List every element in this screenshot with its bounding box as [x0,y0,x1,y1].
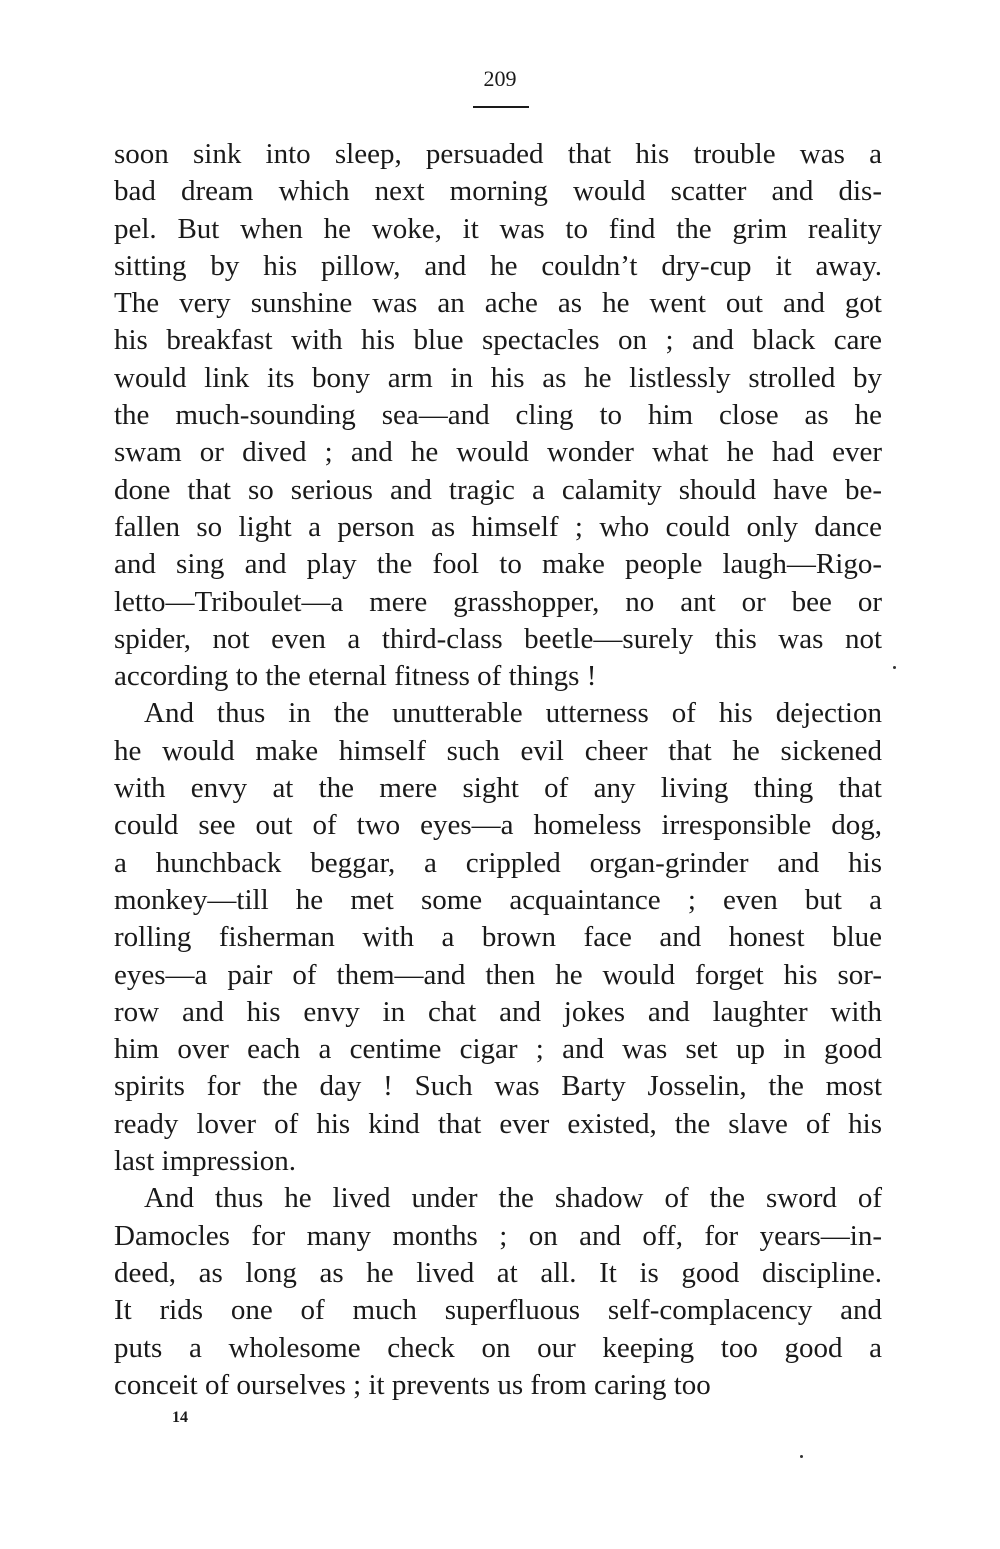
text-line: and sing and play the fool to make people laugh—Rigo- [114,548,882,581]
signature-mark: 14 [172,1409,188,1426]
text-line: he would make himself such evil cheer that he sickened [114,734,882,767]
paragraph [114,1180,882,1404]
text-line: ready lover of his kind that ever existed, the slave of his [114,1107,882,1140]
text-line: Damocles for many months ; on and off, for years—in- [114,1219,882,1252]
paragraph [114,695,882,1180]
paragraph [114,136,882,695]
text-line: soon sink into sleep, persuaded that his trouble was a [114,138,882,170]
text-line: could see out of two eyes—a homeless irresponsible dog, [114,809,882,842]
text-line: with envy at the mere sight of any living thing that [114,772,882,805]
page-speck [800,1455,803,1458]
text-line: It rids one of much superfluous self-complacency and [114,1294,882,1327]
text-line: row and his envy in chat and jokes and laughter with [114,995,882,1028]
text-line: the much-sounding sea—and cling to him close as he [114,399,882,432]
text-line: eyes—a pair of them—and then he would forget his sor- [114,958,882,991]
text-line: And thus he lived under the shadow of the sword of [144,1182,882,1215]
text-line: him over each a centime cigar ; and was set up in good [114,1033,882,1066]
text-line: rolling fisherman with a brown face and honest blue [114,921,882,954]
text-line: done that so serious and tragic a calamity should have be- [114,473,882,506]
text-line: swam or dived ; and he would wonder what he had ever [114,436,882,469]
header-rule [473,106,529,108]
text-line: conceit of ourselves ; it prevents us from caring too [114,1368,711,1401]
text-line: The very sunshine was an ache as he went out and got [114,287,882,320]
text-line: pel. But when he woke, it was to find the grim reality [114,212,882,245]
text-line: letto—Triboulet—a mere grasshopper, no ant or bee or [114,585,882,618]
page-number: 209 [483,66,517,91]
text-line: would link its bony arm in his as he listlessly strolled by [114,361,882,394]
text-line: last impression. [114,1145,297,1178]
text-line: sitting by his pillow, and he couldn’t dry-cup it away. [114,249,882,282]
text-line: a hunchback beggar, a crippled organ-grinder and his [114,846,882,879]
text-line: fallen so light a person as himself ; who could only dance [114,510,882,543]
text-line: according to the eternal fitness of things ! [114,660,597,693]
text-line: spirits for the day ! Such was Barty Josselin, the most [114,1070,882,1103]
text-line: And thus in the unutterable utterness of his dejection [144,697,882,730]
text-line: deed, as long as he lived at all. It is good discipline. [114,1256,882,1289]
page-speck [893,666,896,669]
text-line: spider, not even a third-class beetle—surely this was not [114,622,882,655]
text-line: monkey—till he met some acquaintance ; even but a [114,883,882,916]
text-line: puts a wholesome check on our keeping too good a [114,1331,882,1364]
text-line: his breakfast with his blue spectacles on ; and black care [114,324,882,357]
text-line: bad dream which next morning would scatter and dis- [114,175,882,208]
body-text [114,136,882,1404]
